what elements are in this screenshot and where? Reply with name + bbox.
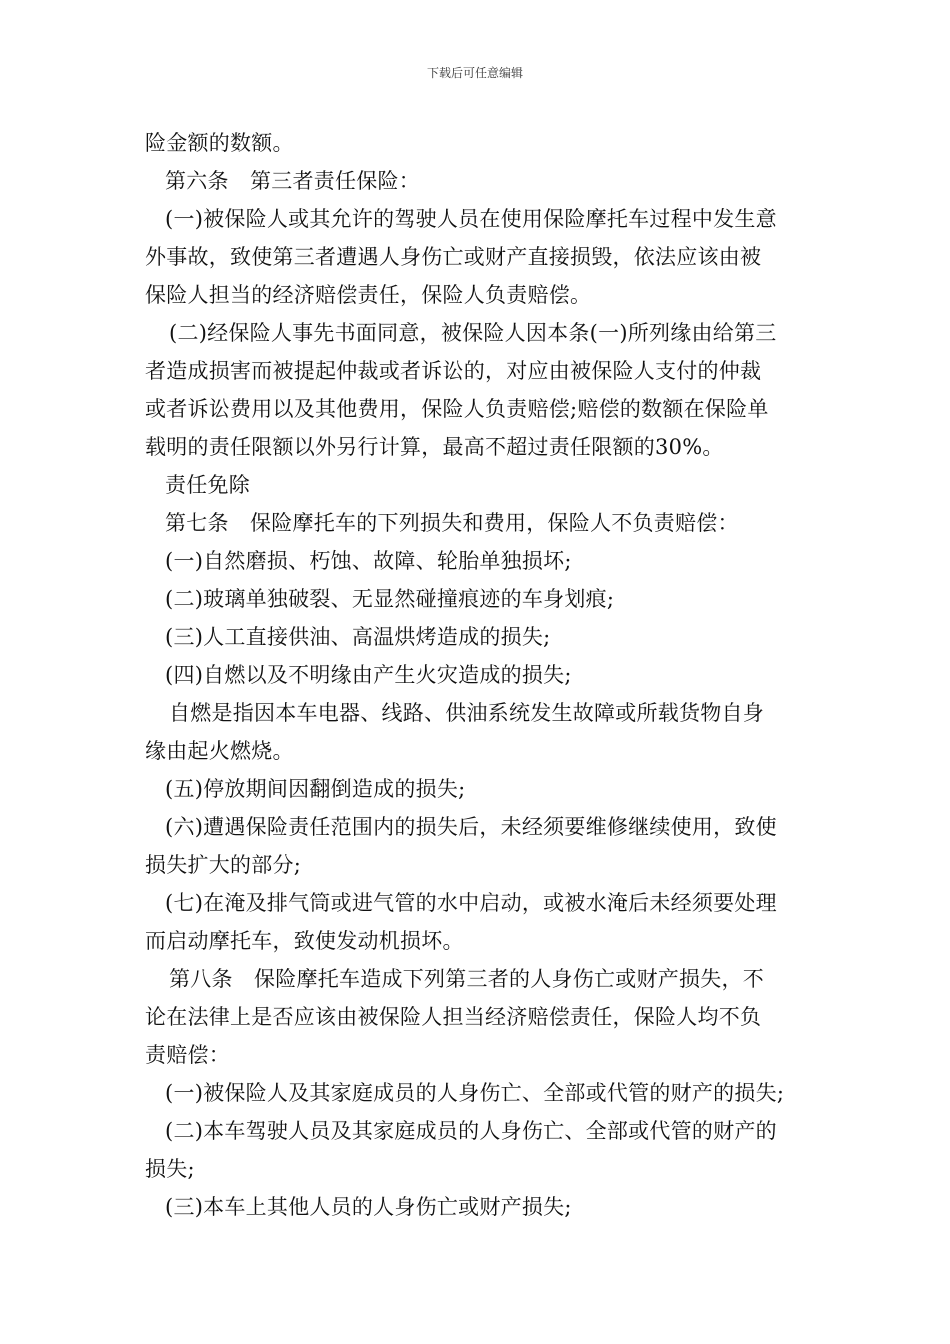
- text-line: 者造成损害而被提起仲裁或者诉讼的，对应由被保险人支付的仲裁: [145, 359, 762, 383]
- text-line: 责赔偿：: [145, 1043, 230, 1067]
- list-item: (一)被保险人及其家庭成员的人身伤亡、全部或代管的财产的损失;: [165, 1081, 785, 1105]
- list-item: (六)遭遇保险责任范围内的损失后，未经须要维修继续使用，致使: [165, 815, 777, 839]
- text-line: 论在法律上是否应该由被保险人担当经济赔偿责任，保险人均不负: [145, 1005, 762, 1029]
- article-8-heading: 第八条 保险摩托车造成下列第三者的人身伤亡或财产损失，不: [169, 967, 764, 991]
- text-line: 保险人担当的经济赔偿责任，保险人负责赔偿。: [145, 283, 592, 307]
- text-line: 外事故，致使第三者遭遇人身伤亡或财产直接损毁，依法应该由被: [145, 245, 762, 269]
- list-item: (五)停放期间因翻倒造成的损失;: [165, 777, 466, 801]
- text-line: 而启动摩托车，致使发动机损坏。: [145, 929, 464, 953]
- text-line: 损失扩大的部分;: [145, 853, 302, 877]
- list-item: (三)人工直接供油、高温烘烤造成的损失;: [165, 625, 551, 649]
- article-6-heading: 第六条 第三者责任保险：: [165, 169, 420, 193]
- text-line: 险金额的数额。: [145, 131, 294, 155]
- text-line: 损失;: [145, 1157, 195, 1181]
- list-item: (四)自燃以及不明缘由产生火灾造成的损失;: [165, 663, 572, 687]
- list-item: (七)在淹及排气筒或进气管的水中启动，或被水淹后未经须要处理: [165, 891, 777, 915]
- text-line: (一)被保险人或其允许的驾驶人员在使用保险摩托车过程中发生意: [165, 207, 777, 231]
- text-line: 自燃是指因本车电器、线路、供油系统发生故障或所载货物自身: [169, 701, 764, 725]
- page-header: 下载后可任意编辑: [426, 66, 523, 80]
- list-item: (三)本车上其他人员的人身伤亡或财产损失;: [165, 1195, 572, 1219]
- text-line: (二)经保险人事先书面同意，被保险人因本条(一)所列缘由给第三: [169, 321, 777, 345]
- article-7-heading: 第七条 保险摩托车的下列损失和费用，保险人不负责赔偿：: [165, 511, 739, 535]
- document-body: [145, 124, 810, 1226]
- text-line: 缘由起火燃烧。: [145, 739, 294, 763]
- list-item: (一)自然磨损、朽蚀、故障、轮胎单独损坏;: [165, 549, 572, 573]
- list-item: (二)玻璃单独破裂、无显然碰撞痕迹的车身划痕;: [165, 587, 615, 611]
- text-line: 载明的责任限额以外另行计算，最高不超过责任限额的30%。: [145, 435, 724, 459]
- list-item: (二)本车驾驶人员及其家庭成员的人身伤亡、全部或代管的财产的: [165, 1119, 777, 1143]
- text-line: 或者诉讼费用以及其他费用，保险人负责赔偿;赔偿的数额在保险单: [145, 397, 769, 421]
- section-heading-exclusions: 责任免除: [165, 473, 250, 497]
